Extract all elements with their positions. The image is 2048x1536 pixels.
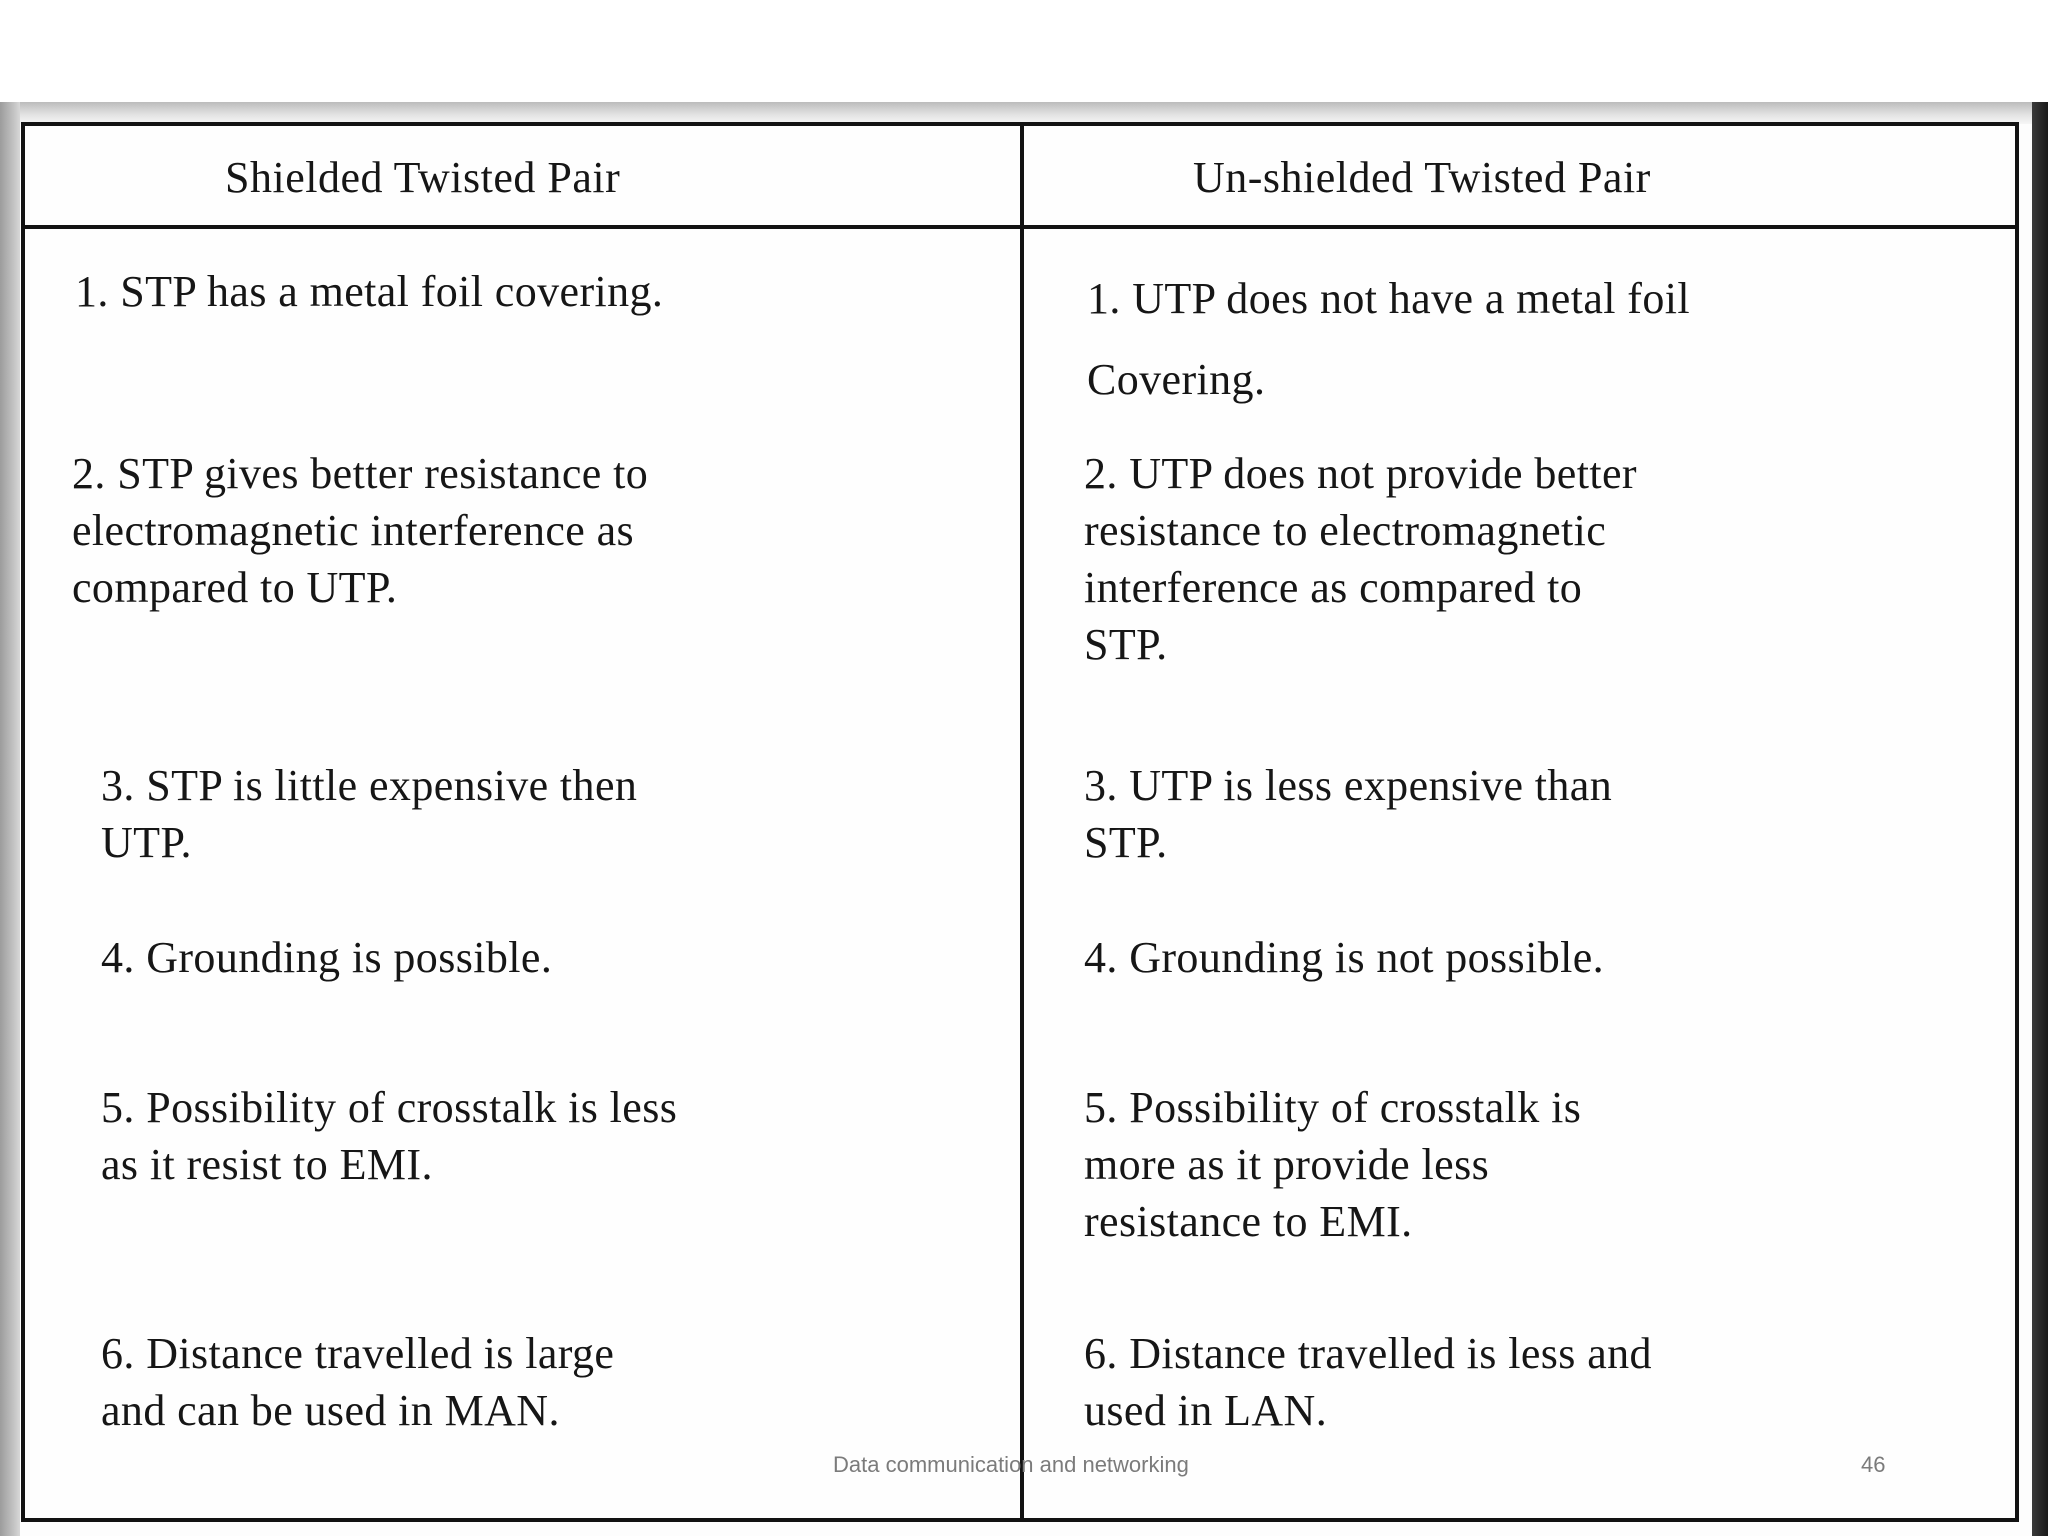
comparison-table-image	[0, 102, 2048, 1536]
image-top-shadow	[0, 102, 2048, 124]
utp-point-4: 4. Grounding is not possible.	[1084, 933, 1605, 982]
stp-vs-utp-table	[21, 122, 2019, 1522]
slide-footer: Data communication and networking	[833, 1452, 1189, 1477]
utp-point-5: 5. Possibility of crosstalk is more as it provide less resistance to EMI.	[1084, 1083, 1582, 1246]
utp-point-1: 1. UTP does not have a metal foil Covering.	[1087, 274, 1690, 404]
stp-point-6: 6. Distance travelled is large and can be used in MAN.	[101, 1329, 615, 1435]
stp-point-5: 5. Possibility of crosstalk is less as it resist to EMI.	[101, 1083, 678, 1189]
image-left-shadow	[0, 102, 20, 1536]
image-right-edge	[2032, 102, 2048, 1536]
slide-number: 46	[1861, 1452, 1886, 1477]
stp-point-4: 4. Grounding is possible.	[101, 933, 553, 982]
column-header-stp: Shielded Twisted Pair	[225, 153, 621, 202]
column-divider	[1020, 126, 1024, 1518]
stp-point-1: 1. STP has a metal foil covering.	[75, 267, 664, 316]
utp-point-3: 3. UTP is less expensive than STP.	[1084, 761, 1613, 867]
header-divider	[25, 225, 2015, 229]
column-header-utp: Un-shielded Twisted Pair	[1193, 153, 1651, 202]
utp-point-2: 2. UTP does not provide better resistance to electromagnetic interference as compared to STP.	[1084, 449, 1637, 669]
stp-point-2: 2. STP gives better resistance to electromagnetic interference as compared to UTP.	[72, 449, 649, 612]
stp-point-3: 3. STP is little expensive then UTP.	[101, 761, 638, 867]
utp-point-6: 6. Distance travelled is less and used in LAN.	[1084, 1329, 1652, 1435]
